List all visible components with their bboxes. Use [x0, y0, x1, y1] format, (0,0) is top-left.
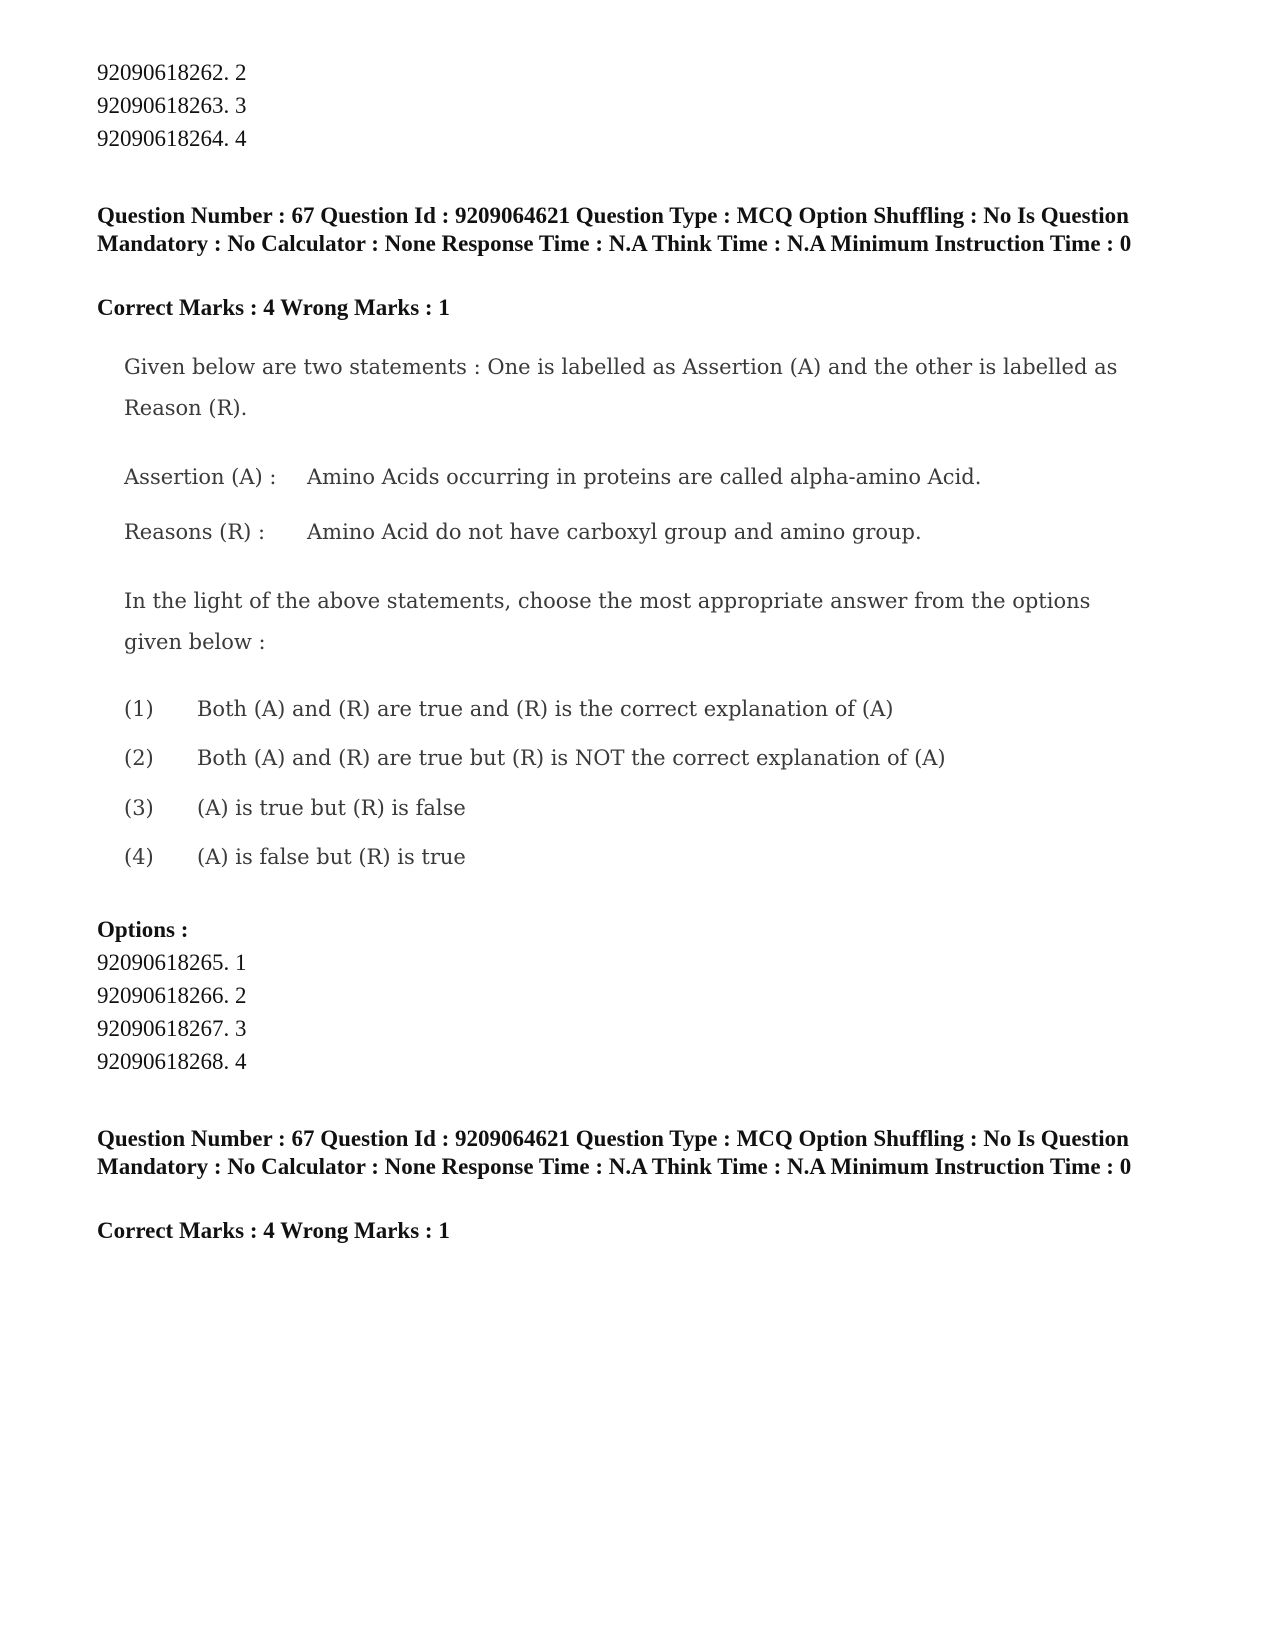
choice-number: (1) [124, 697, 154, 721]
option-item: 92090618267. 3 [97, 1016, 247, 1041]
assertion-label: Assertion (A) : [124, 465, 277, 489]
choice-text: Both (A) and (R) are true and (R) is the correct explanation of (A) [197, 697, 894, 721]
option-item: 92090618268. 4 [97, 1049, 247, 1074]
question-meta: Question Number : 67 Question Id : 9209064621 Question Type : MCQ Option Shuffling : No Is Question Mandatory : No Calculator : None Response Time : N.A Think Time : N.A Minimum Instruction Time : 0 [97, 203, 1132, 256]
choice-number: (3) [124, 796, 154, 820]
choice-number: (2) [124, 746, 154, 770]
prev-option-2: 92090618262. 2 [97, 60, 247, 85]
prev-option-4: 92090618264. 4 [97, 126, 247, 151]
choice-number: (4) [124, 845, 154, 869]
question-marks: Correct Marks : 4 Wrong Marks : 1 [97, 295, 450, 320]
choice-text: Both (A) and (R) are true but (R) is NOT the correct explanation of (A) [197, 746, 946, 770]
reason-label: Reasons (R) : [124, 520, 266, 544]
choice-text: (A) is false but (R) is true [197, 845, 466, 869]
instruction-line-2: given below : [124, 630, 266, 654]
question-meta: Question Number : 67 Question Id : 9209064621 Question Type : MCQ Option Shuffling : No Is Question Mandatory : No Calculator : None Response Time : N.A Think Time : N.A Minimum Instruction Time : 0 [97, 1126, 1132, 1179]
reason-text: Amino Acid do not have carboxyl group and amino group. [307, 520, 922, 544]
question-intro-line-1: Given below are two statements : One is labelled as Assertion (A) and the other is labelled as [124, 355, 1118, 379]
question-image [100, 355, 1120, 915]
question-intro-line-2: Reason (R). [124, 396, 248, 420]
prev-option-3: 92090618263. 3 [97, 93, 247, 118]
assertion-text: Amino Acids occurring in proteins are called alpha-amino Acid. [307, 465, 982, 489]
option-item: 92090618266. 2 [97, 983, 247, 1008]
option-item: 92090618265. 1 [97, 950, 247, 975]
options-heading: Options : [97, 917, 189, 942]
question-marks: Correct Marks : 4 Wrong Marks : 1 [97, 1218, 450, 1243]
instruction-line-1: In the light of the above statements, choose the most appropriate answer from the options [124, 589, 1091, 613]
choice-text: (A) is true but (R) is false [197, 796, 466, 820]
